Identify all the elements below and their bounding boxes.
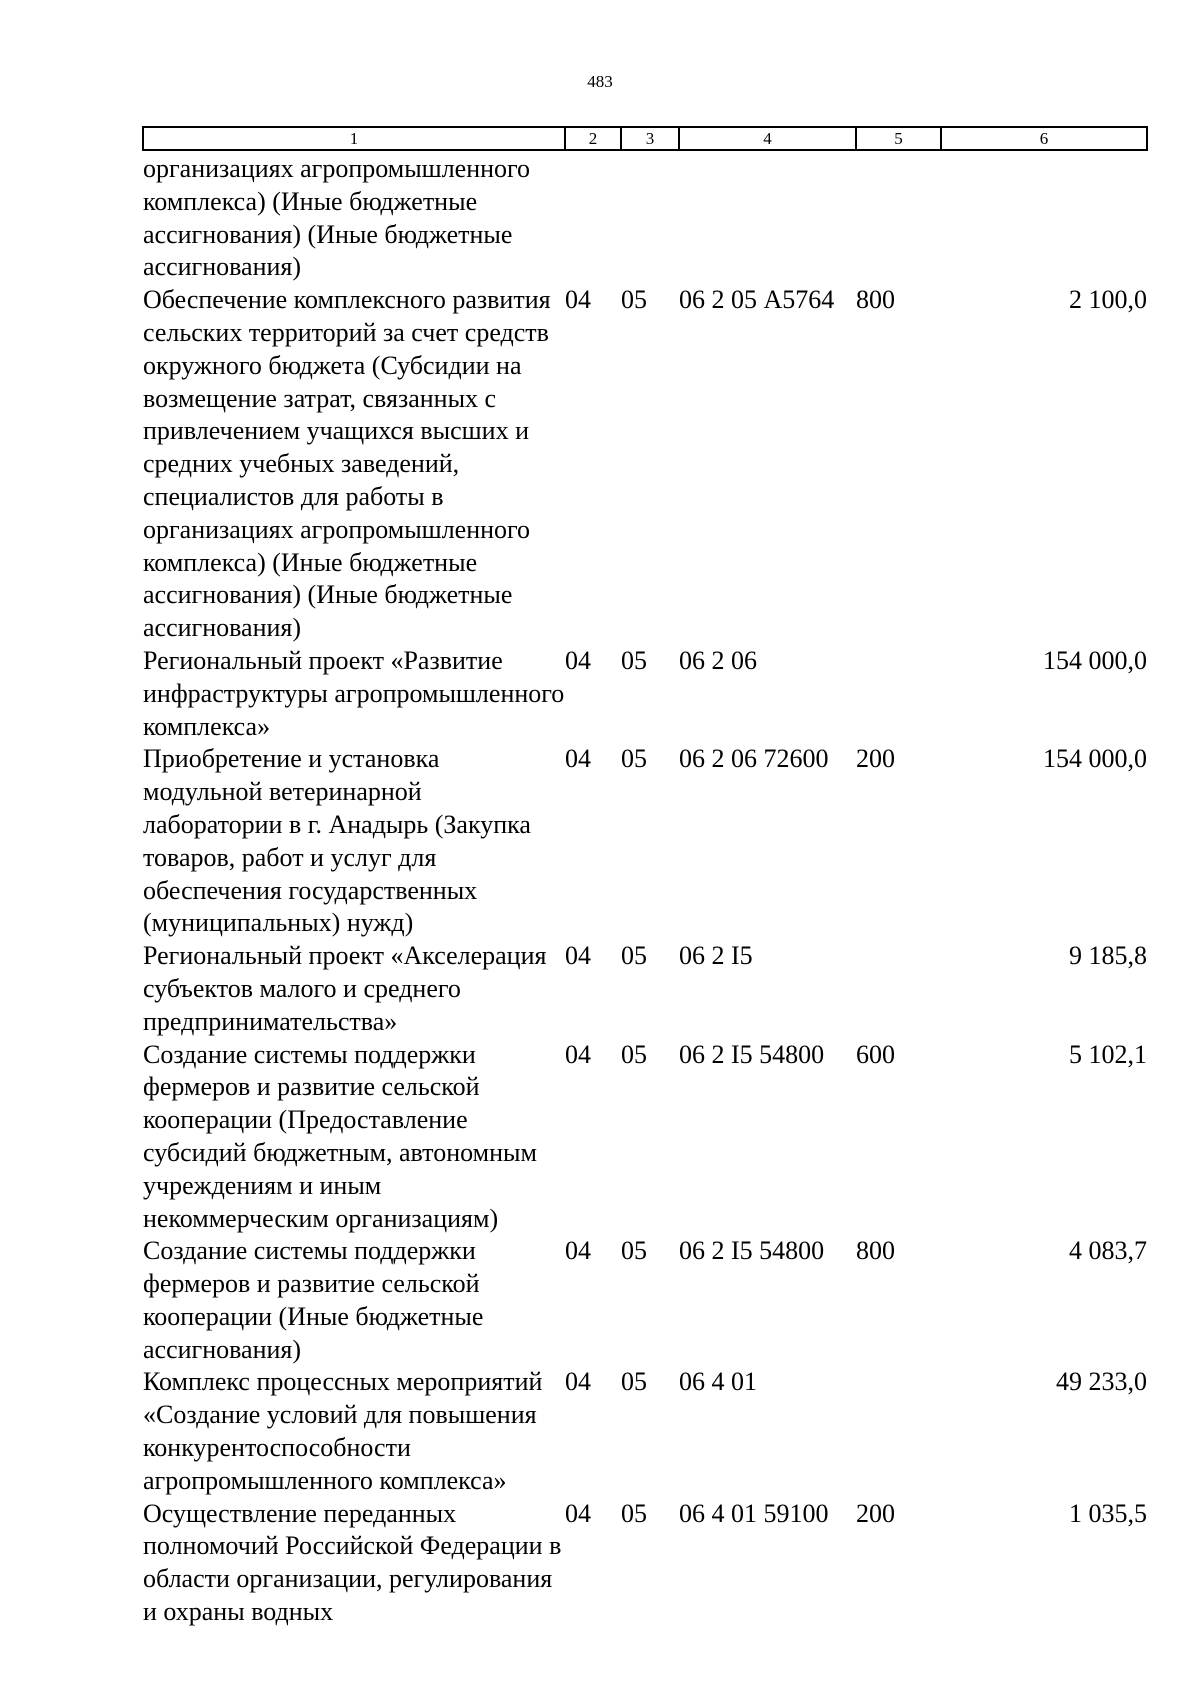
row-amount: 154 000,0	[1043, 744, 1147, 774]
table-header-row	[143, 127, 1147, 150]
row-expense-type: 200	[856, 744, 895, 774]
row-name: организациях агропромышленного комплекса) (Иные бюджетные ассигнования) (Иные бюджетные ассигнования)	[143, 154, 531, 282]
row-section: 04	[565, 744, 591, 774]
header-col-3: 3	[621, 127, 679, 150]
row-amount: 49 233,0	[1056, 1367, 1147, 1397]
row-name: Комплекс процессных мероприятий «Создание условий для повышения конкурентоспособности агропромышленного комплекса»	[143, 1367, 543, 1495]
table-row	[143, 284, 1147, 645]
table-row	[143, 1039, 1147, 1236]
table-row	[143, 1235, 1147, 1366]
header-col-1: 1	[143, 127, 565, 150]
row-name: Региональный проект «Акселерация субъектов малого и среднего предпринимательства»	[143, 941, 547, 1036]
row-section	[565, 150, 621, 284]
row-amount: 1 035,5	[1069, 1498, 1147, 1528]
row-name: Создание системы поддержки фермеров и развитие сельской кооперации (Иные бюджетные ассигнования)	[143, 1236, 484, 1364]
row-section: 04	[565, 1498, 591, 1528]
table-row	[143, 645, 1147, 743]
header-col-6: 6	[941, 127, 1147, 150]
row-section: 04	[565, 1367, 591, 1397]
row-target-article: 06 2 06	[679, 645, 757, 675]
row-subsection: 05	[621, 744, 647, 774]
row-section: 04	[565, 645, 591, 675]
row-subsection: 05	[621, 941, 647, 971]
row-section: 04	[565, 1039, 591, 1069]
table-row	[143, 1366, 1147, 1497]
row-expense-type	[856, 940, 941, 1038]
row-target-article: 06 2 I5 54800	[679, 1236, 825, 1266]
row-name: Осуществление переданных полномочий Российской Федерации в области организации, регулирования и охраны водных	[143, 1498, 562, 1627]
table-row	[143, 940, 1147, 1038]
row-subsection: 05	[621, 1367, 647, 1397]
row-amount	[941, 150, 1147, 284]
table-row	[143, 1498, 1147, 1629]
budget-table	[142, 126, 1148, 1629]
row-expense-type: 800	[856, 285, 895, 315]
row-amount: 9 185,8	[1069, 941, 1147, 971]
row-amount: 5 102,1	[1069, 1039, 1147, 1069]
row-subsection: 05	[621, 1236, 647, 1266]
row-section: 04	[565, 941, 591, 971]
row-target-article	[679, 150, 856, 284]
row-subsection	[621, 150, 679, 284]
row-target-article: 06 4 01	[679, 1367, 757, 1397]
row-subsection: 05	[621, 285, 647, 315]
row-expense-type: 600	[856, 1039, 895, 1069]
row-expense-type	[856, 1366, 941, 1497]
table-row	[143, 743, 1147, 940]
row-name: Обеспечение комплексного развития сельских территорий за счет средств окружного бюджета (Субсидии на возмещение затрат, связанных с привлечением учащихся высших и средних учебных заведений, специалистов для работы в организациях агропромышленного комплекса) (Иные бюджетные ассигнования) (Иные бюджетные ассигнования)	[143, 285, 551, 643]
row-name: Создание системы поддержки фермеров и развитие сельской кооперации (Предоставление субсидий бюджетным, автономным учреждениям и иным некоммерческим организациям)	[143, 1039, 537, 1233]
row-subsection: 05	[621, 645, 647, 675]
row-target-article: 06 4 01 59100	[679, 1498, 829, 1528]
row-target-article: 06 2 06 72600	[679, 744, 829, 774]
row-target-article: 06 2 05 А5764	[679, 285, 835, 315]
row-section: 04	[565, 1236, 591, 1266]
row-target-article: 06 2 I5	[679, 941, 753, 971]
row-amount: 154 000,0	[1043, 645, 1147, 675]
row-expense-type: 200	[856, 1498, 895, 1528]
row-name: Приобретение и установка модульной ветеринарной лаборатории в г. Анадырь (Закупка товаров, работ и услуг для обеспечения государственных (муниципальных) нужд)	[143, 744, 531, 938]
row-name: Региональный проект «Развитие инфраструктуры агропромышленного комплекса»	[143, 645, 565, 741]
row-expense-type	[856, 150, 941, 284]
row-expense-type	[856, 645, 941, 743]
row-expense-type: 800	[856, 1236, 895, 1266]
page-number: 483	[587, 72, 613, 91]
row-subsection: 05	[621, 1498, 647, 1528]
header-col-2: 2	[565, 127, 621, 150]
row-amount: 4 083,7	[1069, 1236, 1147, 1266]
row-section: 04	[565, 285, 591, 315]
table-row	[143, 150, 1147, 284]
header-col-5: 5	[856, 127, 941, 150]
row-target-article: 06 2 I5 54800	[679, 1039, 825, 1069]
header-col-4: 4	[679, 127, 856, 150]
row-subsection: 05	[621, 1039, 647, 1069]
row-amount: 2 100,0	[1069, 285, 1147, 315]
